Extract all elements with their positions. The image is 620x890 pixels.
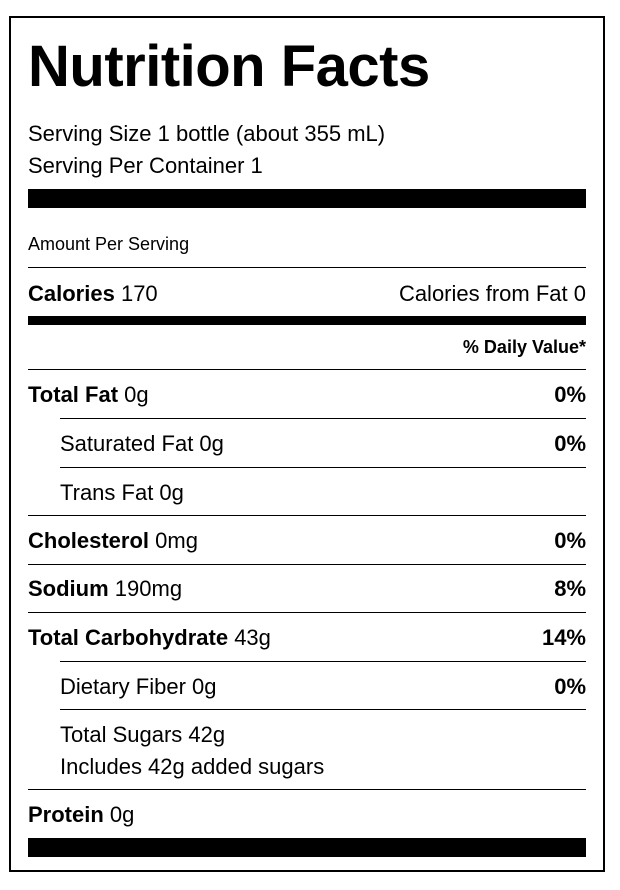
total-sugars-label: Total Sugars 42g [60,722,226,747]
calories-value: 170 [120,281,158,306]
calories-label: Calories [28,281,115,306]
nutrition-facts-label [9,16,605,872]
protein-label: Protein [28,802,104,827]
divider [60,418,586,419]
saturated-fat-dv: 0% [554,431,586,456]
total-carbohydrate-dv: 14% [541,625,586,650]
dietary-fiber-dv: 0% [554,674,586,699]
total-carbohydrate-left [28,627,271,649]
protein-left [28,804,134,826]
divider [28,612,586,613]
divider [28,564,586,565]
servings-per-container: Serving Per Container 1 [28,153,263,178]
sodium-label: Sodium [28,576,109,601]
trans-fat-label: Trans Fat 0g [60,480,184,505]
cholesterol-label: Cholesterol [28,528,150,553]
divider [28,789,586,790]
divider [60,709,586,710]
daily-value-header: % Daily Value* [462,337,586,357]
divider [60,467,586,468]
calories-left [28,283,158,305]
protein-amount: 0g [109,802,135,827]
sodium-dv: 8% [554,576,586,601]
divider [60,661,586,662]
medium-divider [28,316,586,325]
cholesterol-left [28,530,198,552]
sodium-left [28,578,182,600]
total-fat-left [28,384,149,406]
cholesterol-dv: 0% [554,528,586,553]
label-title: Nutrition Facts [28,34,430,99]
amount-per-serving: Amount Per Serving [28,234,190,254]
total-fat-label: Total Fat [28,382,119,407]
thick-divider-top [28,189,586,208]
divider [28,369,586,370]
serving-size: Serving Size 1 bottle (about 355 mL) [28,121,386,146]
total-fat-dv: 0% [554,382,586,407]
total-fat-amount: 0g [124,382,149,407]
total-carbohydrate-label: Total Carbohydrate [28,625,229,650]
saturated-fat-label: Saturated Fat 0g [60,431,224,456]
sodium-amount: 190mg [114,576,183,601]
label-content [28,18,586,870]
divider [28,267,586,268]
total-carbohydrate-amount: 43g [234,625,271,650]
divider [28,515,586,516]
dietary-fiber-label: Dietary Fiber 0g [60,674,217,699]
thick-divider-bottom [28,838,586,857]
added-sugars-label: Includes 42g added sugars [60,754,325,779]
cholesterol-amount: 0mg [155,528,198,553]
calories-from-fat: Calories from Fat 0 [398,281,586,306]
